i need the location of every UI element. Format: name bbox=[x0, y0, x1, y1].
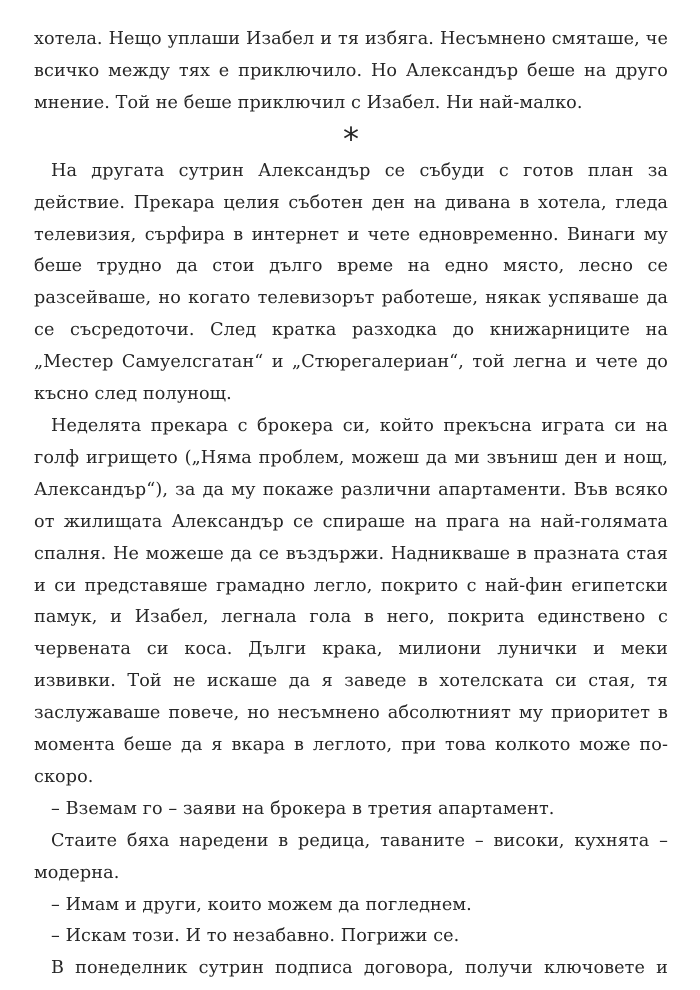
scene-break-asterisk: * bbox=[342, 119, 360, 158]
paragraph: Стаите бяха наредени в редица, таваните – високи, кухнята – модерна. bbox=[34, 830, 668, 883]
paragraph: Неделята прекара с брокера си, който прекъсна играта си на голф игрището („Няма проблем, можеш да ми звъниш ден и нощ, Александър“), за да му покаже различни апартаменти. Във всяко от жилищата Александър се спираше на прага на най-голямата спалня. Не можеше да се въздържи. Надникваше в празната стая и си представяше грамадно легло, покрито с най-фин египетски памук, и Изабел, легнала гола в него, покрита единствено с червената си коса. Дълги крака, милиони лунички и меки извивки. Той не искаше да я заведе в хотелската си стая, тя заслужаваше повече, но несъмнено абсолютният му приоритет в момента беше да я вкара в леглото, при това колкото може по-скоро. bbox=[34, 415, 668, 787]
dialogue-line: – Искам този. И то незабавно. Погрижи се. bbox=[51, 926, 460, 947]
paragraph: На другата сутрин Александър се събуди с готов план за действие. Прекара целия съботен ден на дивана в хотела, гледа телевизия, сърфира в интернет и чете едновременно. Винаги му беше трудно да стои дълго време на едно място, лесно се разсейваше, но когато телевизорът работеше, някак успяваше да се съсредоточи. След кратка разходка до книжарниците на „Местер Самуелсгатан“ и „Стюрегалериан“, той легна и чете до късно след полунощ. bbox=[34, 160, 668, 405]
paragraph-last: В понеделник сутрин подписа договора, получи ключовете и bbox=[51, 958, 668, 979]
paragraph-continuation: хотела. Нещо уплаши Изабел и тя избяга. Несъмнено смяташе, че всичко между тях е приключило. Но Александър беше на друго мнение. Той не беше приключил с Изабел. Ни най-малко. bbox=[34, 29, 668, 113]
book-page bbox=[34, 24, 668, 985]
dialogue-line: – Вземам го – заяви на брокера в третия апартамент. bbox=[51, 798, 555, 819]
dialogue-line: – Имам и други, които можем да погледнем. bbox=[51, 894, 472, 915]
